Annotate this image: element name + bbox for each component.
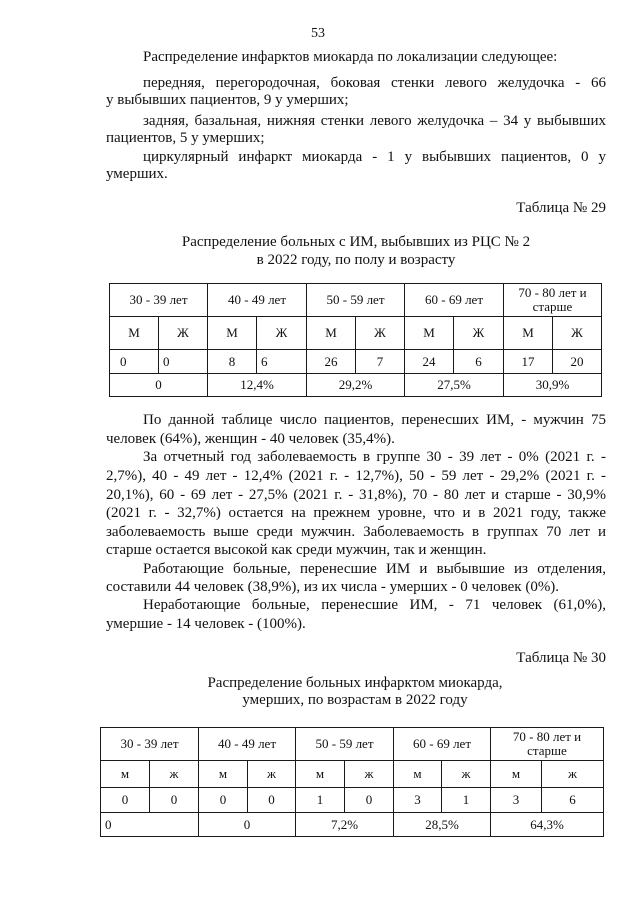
sex-cell: ж: [542, 761, 604, 788]
age-group-cell: [504, 284, 602, 317]
age-group-cell: 40 - 49 лет: [208, 284, 307, 317]
sex-cell: Ж: [159, 317, 208, 350]
analysis-line: умершие - 14 человек - (100%).: [106, 616, 306, 632]
count-row: [110, 350, 602, 374]
count-cell: 0: [248, 788, 296, 813]
age-group-cell: 50 - 59 лет: [296, 728, 394, 761]
analysis-line: 2,7%), 40 - 49 лет - 12,4% (2021 г. - 12,7%), 50 - 59 лет - 29,2% (2021 г. -: [106, 468, 606, 484]
count-cell: 6: [257, 350, 307, 374]
share-cell: 12,4%: [208, 374, 307, 397]
count-cell: 1: [296, 788, 345, 813]
share-row: [110, 374, 602, 397]
table-29-label: Таблица № 29: [516, 200, 606, 216]
count-cell: 6: [542, 788, 604, 813]
sex-cell: Ж: [257, 317, 307, 350]
sex-cell: м: [491, 761, 542, 788]
table-30: [100, 727, 604, 837]
analysis-line: (2021 г. - 32,7%) остается на прежнем уровне, что и в 2021 году, также: [106, 505, 606, 521]
count-cell: 24: [405, 350, 454, 374]
share-cell: 27,5%: [405, 374, 504, 397]
sex-cell: ж: [442, 761, 491, 788]
count-cell: 20: [553, 350, 602, 374]
sex-cell: м: [199, 761, 248, 788]
sex-row: [110, 317, 602, 350]
share-cell: 64,3%: [491, 813, 604, 837]
sex-row: [101, 761, 604, 788]
intro-line: Распределение инфарктов миокарда по локализации следующее:: [143, 49, 558, 65]
share-cell: 30,9%: [504, 374, 602, 397]
count-cell: 0: [101, 788, 150, 813]
age-group-cell: 30 - 39 лет: [110, 284, 208, 317]
sex-cell: Ж: [356, 317, 405, 350]
count-cell: 7: [356, 350, 405, 374]
sex-cell: М: [110, 317, 159, 350]
age-group-row: [101, 728, 604, 761]
age-group-cell: [491, 728, 604, 761]
sex-cell: М: [307, 317, 356, 350]
analysis-line: старше остается высокой как среди мужчин, так и женщин.: [106, 542, 487, 558]
analysis-line: заболеваемость выше среди мужчин. Заболеваемость в группах 70 лет и: [106, 524, 606, 540]
analysis-line: человек (64%), женщин - 40 человек (35,4%).: [106, 431, 395, 447]
age-group-cell: 40 - 49 лет: [199, 728, 296, 761]
count-cell: 0: [159, 350, 208, 374]
analysis-line: По данной таблице число пациентов, перенесших ИМ, - мужчин 75: [143, 412, 606, 428]
share-cell: 0: [199, 813, 296, 837]
sex-cell: м: [394, 761, 442, 788]
count-cell: 1: [442, 788, 491, 813]
intro-line: пациентов, 5 у умерших;: [106, 130, 265, 146]
count-cell: 0: [345, 788, 394, 813]
sex-cell: Ж: [553, 317, 602, 350]
table-30-title-line: Распределение больных инфарктом миокарда,: [207, 675, 503, 691]
sex-cell: Ж: [454, 317, 504, 350]
age-group-cell: 30 - 39 лет: [101, 728, 199, 761]
analysis-line: Работающие больные, перенесшие ИМ и выбывшие из отделения,: [143, 561, 606, 577]
analysis-line: составили 44 человек (38,9%), из их числа - умерших - 0 человек (0%).: [106, 579, 560, 595]
sex-cell: ж: [248, 761, 296, 788]
count-cell: 6: [454, 350, 504, 374]
share-cell: 0: [110, 374, 208, 397]
age-group-cell: 60 - 69 лет: [394, 728, 491, 761]
sex-cell: ж: [150, 761, 199, 788]
sex-cell: М: [208, 317, 257, 350]
age-group-label: 70 - 80 лет и старше: [518, 285, 587, 314]
analysis-line: Неработающие больные, перенесшие ИМ, - 71 человек (61,0%),: [143, 597, 606, 613]
age-group-cell: 60 - 69 лет: [405, 284, 504, 317]
share-cell: 29,2%: [307, 374, 405, 397]
count-cell: 3: [394, 788, 442, 813]
count-cell: 0: [110, 350, 159, 374]
sex-cell: М: [405, 317, 454, 350]
table-29-title-line: Распределение больных с ИМ, выбывших из РЦС № 2: [181, 234, 531, 250]
age-group-label: 70 - 80 лет и старше: [512, 729, 582, 758]
share-row: [101, 813, 604, 837]
intro-line: передняя, перегородочная, боковая стенки левого желудочка - 66: [143, 75, 606, 91]
share-cell: 28,5%: [394, 813, 491, 837]
sex-cell: ж: [345, 761, 394, 788]
analysis-line: За отчетный год заболеваемость в группе 30 - 39 лет - 0% (2021 г. -: [143, 449, 606, 465]
intro-line: умерших.: [106, 166, 168, 182]
page-number: 53: [311, 26, 325, 41]
sex-cell: М: [504, 317, 553, 350]
age-group-row: [110, 284, 602, 317]
analysis-line: 20,1%), 60 - 69 лет - 27,5% (2021 г. - 31,8%), 70 - 80 лет и старше - 30,9%: [106, 487, 606, 503]
table-29-title-line: в 2022 году, по полу и возрасту: [256, 252, 456, 268]
table-30-label: Таблица № 30: [516, 650, 606, 666]
sex-cell: м: [101, 761, 150, 788]
intro-line: задняя, базальная, нижняя стенки левого желудочка – 34 у выбывших: [143, 113, 606, 129]
table-29: [109, 283, 602, 397]
age-group-cell: 50 - 59 лет: [307, 284, 405, 317]
table-30-title-line: умерших, по возрастам в 2022 году: [242, 692, 468, 708]
count-cell: 8: [208, 350, 257, 374]
sex-cell: м: [296, 761, 345, 788]
count-cell: 17: [504, 350, 553, 374]
intro-line: циркулярный инфаркт миокарда - 1 у выбывших пациентов, 0 у: [143, 149, 606, 165]
share-cell: 7,2%: [296, 813, 394, 837]
count-cell: 3: [491, 788, 542, 813]
intro-line: у выбывших пациентов, 9 у умерших;: [106, 92, 349, 108]
count-cell: 26: [307, 350, 356, 374]
count-cell: 0: [199, 788, 248, 813]
share-cell: 0: [101, 813, 199, 837]
count-row: [101, 788, 604, 813]
count-cell: 0: [150, 788, 199, 813]
